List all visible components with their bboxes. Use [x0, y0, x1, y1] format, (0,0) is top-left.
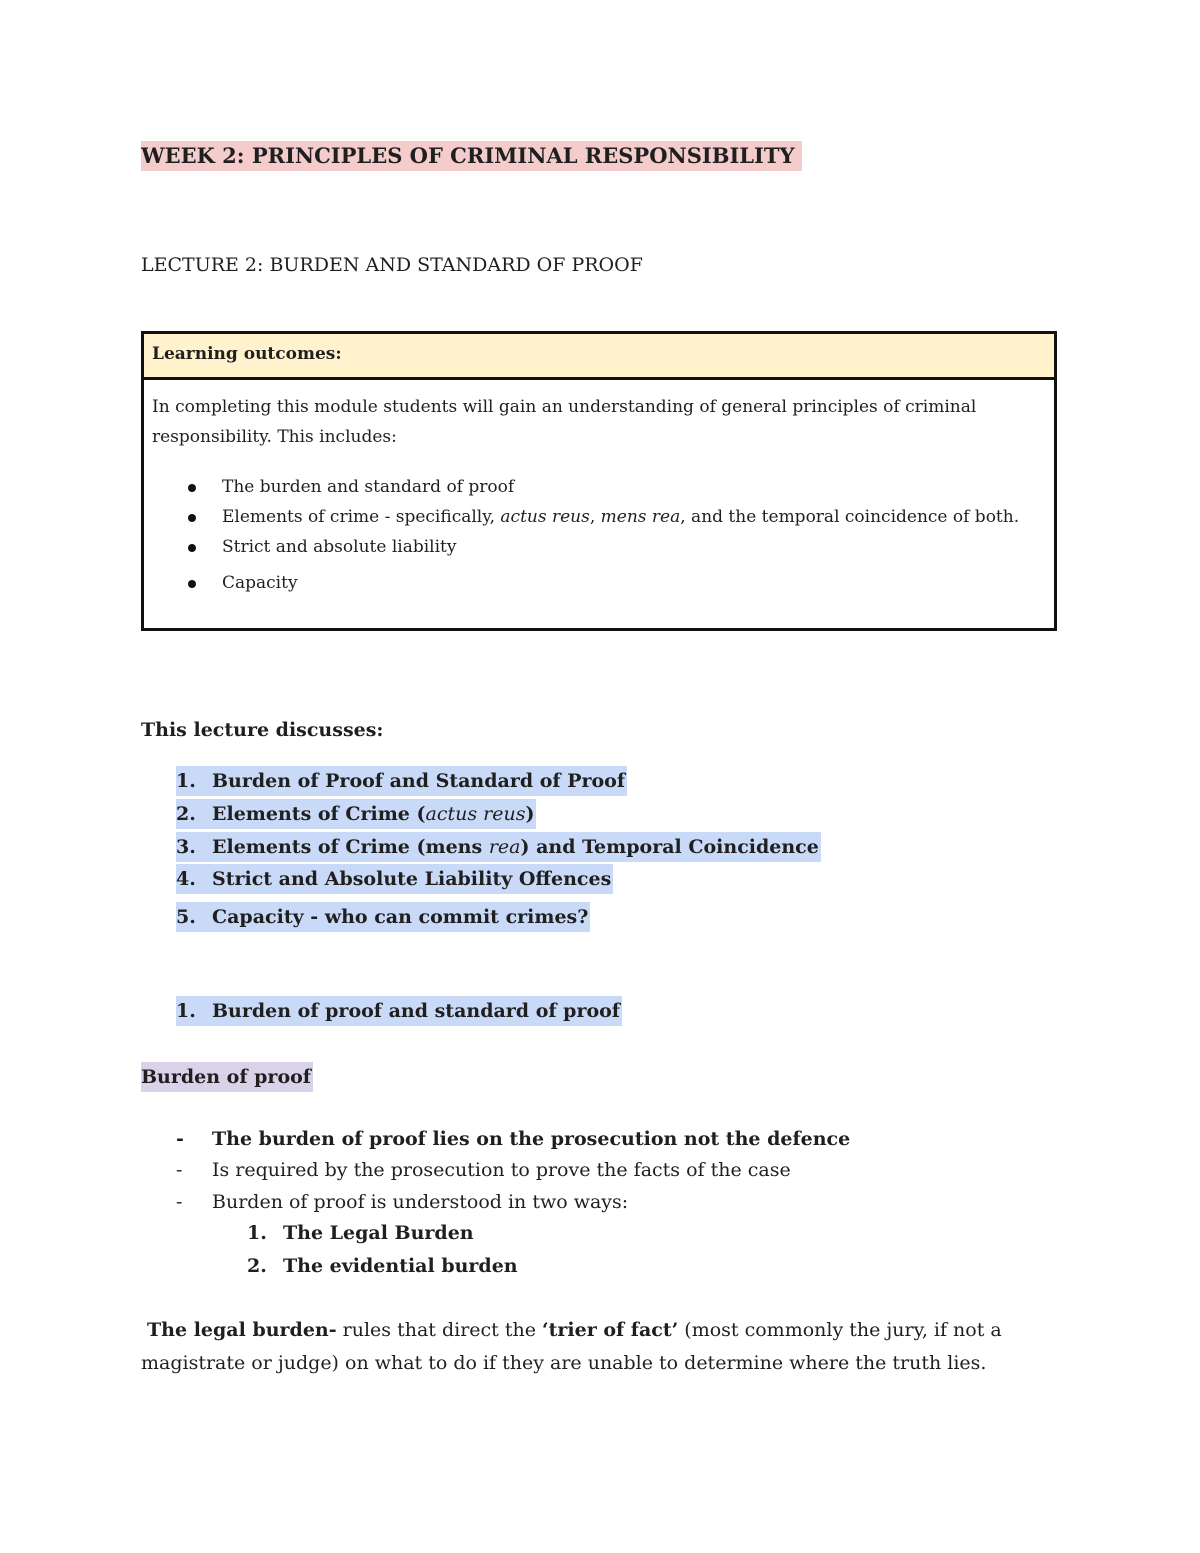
list-item: 1. Burden of Proof and Standard of Proof [176, 766, 627, 796]
discuss-heading: This lecture discusses: [141, 719, 384, 741]
list-item: The burden and standard of proof [144, 472, 1054, 502]
list-item: - Burden of proof is understood in two ways: [176, 1187, 628, 1217]
bullet-icon [188, 484, 196, 492]
learning-outcomes-intro: In completing this module students will gain an understanding of general principles of criminal responsibility. This includes: [152, 397, 977, 447]
list-item: - The burden of proof lies on the prosecution not the defence [176, 1124, 850, 1154]
list-item: Elements of crime - specifically, actus reus, mens rea, and the temporal coincidence of both. [144, 502, 1054, 532]
lecture-title: LECTURE 2: BURDEN AND STANDARD OF PROOF [141, 254, 643, 276]
burden-of-proof-heading: Burden of proof [141, 1062, 313, 1092]
bullet-icon [188, 580, 196, 588]
learning-outcomes-header [144, 334, 1054, 380]
bullet-icon [188, 514, 196, 522]
list-item: 4. Strict and Absolute Liability Offences [176, 864, 613, 894]
list-item: - Is required by the prosecution to prove the facts of the case [176, 1155, 791, 1185]
dash-marker: - [176, 1191, 183, 1213]
list-item: Capacity [144, 568, 1054, 598]
section-heading: 1. Burden of proof and standard of proof [176, 996, 622, 1026]
dash-marker: - [176, 1128, 184, 1150]
dash-marker: - [176, 1159, 183, 1181]
list-item: 5. Capacity - who can commit crimes? [176, 902, 590, 932]
week-title: WEEK 2: PRINCIPLES OF CRIMINAL RESPONSIBILITY [141, 141, 802, 171]
list-item: 2. The evidential burden [247, 1255, 518, 1277]
learning-outcomes-box [141, 331, 1057, 631]
list-item: Strict and absolute liability [144, 532, 1054, 562]
legal-burden-paragraph: The legal burden- rules that direct the ‘trier of fact’ (most commonly the jury, if not a magistrate or judge) on what to do if they are unable to determine where the truth lies. [141, 1319, 1002, 1374]
list-item: 2. Elements of Crime (actus reus) [176, 799, 536, 829]
bullet-icon [188, 544, 196, 552]
list-item: 1. The Legal Burden [247, 1222, 474, 1244]
learning-outcomes-list [144, 472, 1054, 598]
list-item: 3. Elements of Crime (mens rea) and Temporal Coincidence [176, 832, 821, 862]
learning-outcomes-heading: Learning outcomes: [152, 344, 342, 364]
